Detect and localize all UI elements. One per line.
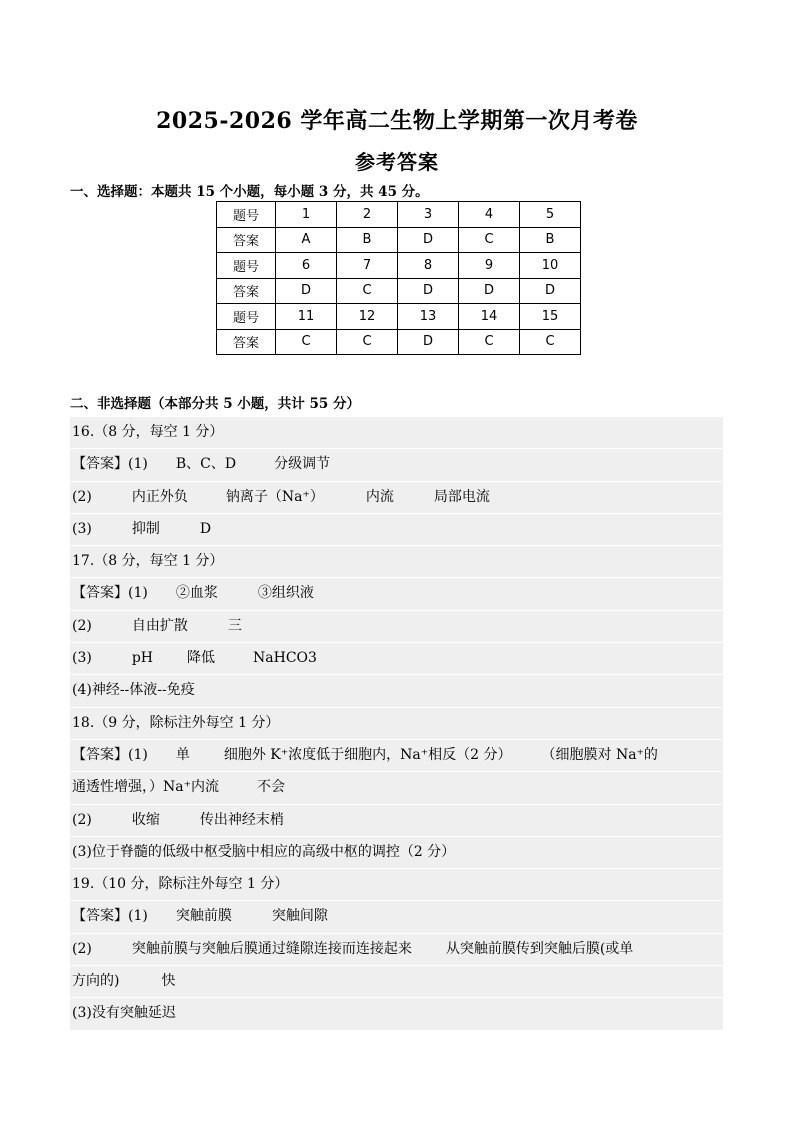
table-cell: B bbox=[337, 227, 398, 253]
answer-text: （细胞膜对 Na⁺的 bbox=[541, 746, 658, 763]
answer-text: 突触间隙 bbox=[271, 908, 328, 925]
answer-line bbox=[70, 482, 723, 514]
answer-text: 三 bbox=[227, 617, 242, 634]
answer-text: 不会 bbox=[257, 779, 285, 796]
table-cell: 1 bbox=[276, 202, 337, 228]
answer-text: 传出神经末梢 bbox=[199, 811, 284, 828]
section-heading-choice: 一、选择题：本题共 15 个小题，每小题 3 分，共 45 分。 bbox=[70, 184, 429, 200]
answer-text: 内流 bbox=[365, 488, 394, 505]
table-cell: 13 bbox=[398, 304, 459, 330]
table-cell: 14 bbox=[459, 304, 520, 330]
answer-line bbox=[70, 449, 723, 481]
question-heading: 19.（10 分，除标注外每空 1 分） bbox=[70, 869, 723, 901]
answer-line: (3)没有突触延迟 bbox=[70, 998, 723, 1030]
table-cell: 7 bbox=[337, 253, 398, 279]
question-heading: 16.（8 分，每空 1 分） bbox=[70, 417, 723, 449]
answer-text: ②血浆 bbox=[175, 585, 218, 602]
table-cell: C bbox=[459, 329, 520, 355]
table-row bbox=[217, 202, 581, 228]
answer-text: 钠离子（Na⁺） bbox=[225, 488, 324, 505]
answer-text: pH bbox=[131, 650, 154, 667]
answer-line bbox=[70, 514, 723, 546]
answer-text: 从突触前膜传到突触后膜(或单 bbox=[445, 940, 634, 957]
answer-line bbox=[70, 805, 723, 837]
question-heading: 18.（9 分，除标注外每空 1 分） bbox=[70, 708, 723, 740]
answer-label: (2) bbox=[72, 940, 92, 957]
answer-line bbox=[70, 643, 723, 675]
answer-text: 分级调节 bbox=[274, 456, 331, 473]
answer-text: 抑制 bbox=[131, 520, 160, 537]
answer-label: 【答案】(1) bbox=[72, 456, 148, 473]
answer-label: 【答案】(1) bbox=[72, 746, 148, 763]
table-row bbox=[217, 278, 581, 304]
table-cell: 9 bbox=[459, 253, 520, 279]
table-cell: D bbox=[459, 278, 520, 304]
answer-line bbox=[70, 740, 723, 772]
table-row bbox=[217, 227, 581, 253]
table-cell: 15 bbox=[520, 304, 581, 330]
table-cell: 2 bbox=[337, 202, 398, 228]
answer-line: (3)位于脊髓的低级中枢受脑中相应的高级中枢的调控（2 分） bbox=[70, 837, 723, 869]
table-cell: C bbox=[276, 329, 337, 355]
table-cell: A bbox=[276, 227, 337, 253]
answer-text: 局部电流 bbox=[433, 488, 490, 505]
table-cell: 12 bbox=[337, 304, 398, 330]
row-header: 答案 bbox=[217, 227, 276, 253]
section-heading-nonchoice: 二、非选择题（本部分共 5 小题，共计 55 分） bbox=[70, 396, 360, 412]
row-header: 答案 bbox=[217, 329, 276, 355]
table-cell: C bbox=[459, 227, 520, 253]
answer-label: 【答案】(1) bbox=[72, 908, 148, 925]
page-subtitle: 参考答案 bbox=[355, 150, 439, 174]
table-cell: 5 bbox=[520, 202, 581, 228]
table-row bbox=[217, 253, 581, 279]
row-header: 题号 bbox=[217, 253, 276, 279]
answer-text: 降低 bbox=[187, 650, 216, 667]
table-row bbox=[217, 329, 581, 355]
answer-label: (2) bbox=[72, 488, 92, 505]
answer-text: 突触前膜 bbox=[175, 908, 232, 925]
answer-text: 通透性增强，）Na⁺内流 bbox=[72, 779, 219, 796]
table-cell: 3 bbox=[398, 202, 459, 228]
table-cell: D bbox=[520, 278, 581, 304]
answer-text: 快 bbox=[161, 973, 176, 990]
page-title: 2025-2026 学年高二生物上学期第一次月考卷 bbox=[156, 108, 638, 134]
answer-line bbox=[70, 578, 723, 610]
answer-text: 方向的) bbox=[72, 973, 120, 990]
question-heading: 17.（8 分，每空 1 分） bbox=[70, 546, 723, 578]
answer-label: 【答案】(1) bbox=[72, 585, 148, 602]
answer-label: (2) bbox=[72, 617, 92, 634]
answer-text: ③组织液 bbox=[257, 585, 314, 602]
answer-line: (4)神经--体液--免疫 bbox=[70, 675, 723, 707]
answer-text: 细胞外 K⁺浓度低于细胞内，Na⁺相反（2 分） bbox=[223, 746, 512, 763]
answer-line bbox=[70, 966, 723, 998]
table-cell: 6 bbox=[276, 253, 337, 279]
table-cell: 4 bbox=[459, 202, 520, 228]
answer-text: NaHCO3 bbox=[253, 650, 317, 667]
answer-label: (3) bbox=[72, 650, 92, 667]
table-cell: 11 bbox=[276, 304, 337, 330]
table-cell: D bbox=[276, 278, 337, 304]
row-header: 答案 bbox=[217, 278, 276, 304]
answer-text: D bbox=[199, 520, 212, 537]
answer-text: 单 bbox=[175, 746, 190, 763]
answer-label: (2) bbox=[72, 811, 92, 828]
answer-text: 内正外负 bbox=[131, 488, 188, 505]
answer-text: B、C、D bbox=[175, 456, 237, 473]
table-cell: 10 bbox=[520, 253, 581, 279]
answer-line bbox=[70, 772, 723, 804]
answer-line bbox=[70, 611, 723, 643]
table-cell: B bbox=[520, 227, 581, 253]
answer-text: 突触前膜与突触后膜通过缝隙连接而连接起来 bbox=[131, 940, 412, 957]
row-header: 题号 bbox=[217, 304, 276, 330]
table-cell: C bbox=[337, 278, 398, 304]
answer-table bbox=[216, 201, 581, 355]
table-cell: D bbox=[398, 329, 459, 355]
answer-text: 自由扩散 bbox=[131, 617, 188, 634]
answer-line bbox=[70, 901, 723, 933]
answer-label: (3) bbox=[72, 520, 92, 537]
table-cell: D bbox=[398, 227, 459, 253]
table-cell: C bbox=[520, 329, 581, 355]
answer-lines bbox=[70, 417, 723, 1031]
table-row bbox=[217, 304, 581, 330]
row-header: 题号 bbox=[217, 202, 276, 228]
table-cell: C bbox=[337, 329, 398, 355]
answer-line bbox=[70, 934, 723, 966]
answer-text: 收缩 bbox=[131, 811, 160, 828]
table-cell: D bbox=[398, 278, 459, 304]
table-cell: 8 bbox=[398, 253, 459, 279]
